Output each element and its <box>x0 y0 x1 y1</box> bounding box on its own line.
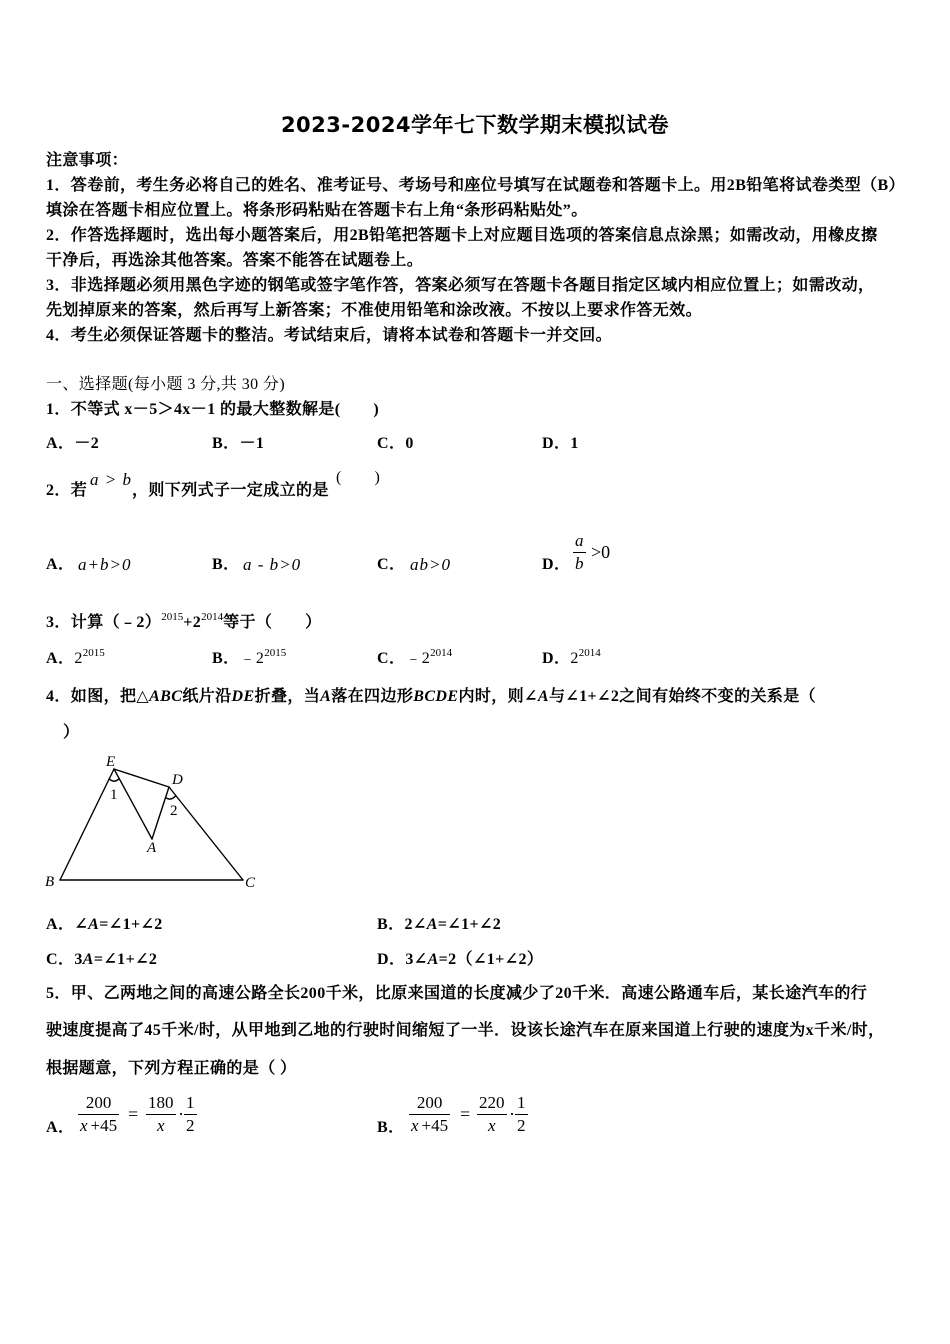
q4-stem-var: ABC <box>149 688 183 705</box>
q1-stem: 1．不等式 x－5＞4x－1 的最大整数解是( ) <box>46 401 380 418</box>
q5-option-b-rhs-fraction <box>477 1093 507 1136</box>
q4-triangle-figure <box>40 748 270 893</box>
fraction-numerator: a <box>575 531 584 550</box>
option-label: C． <box>377 650 406 667</box>
q2-stem-suffix: ，则下列式子一定成立的是 <box>132 482 329 499</box>
option-text: D．3∠ <box>377 951 428 968</box>
fraction-numerator: 200 <box>85 1093 112 1112</box>
fraction-bar <box>184 1114 197 1115</box>
section-heading: 一、选择题(每小题 3 分,共 30 分) <box>46 376 286 393</box>
q3-option-b <box>212 649 286 670</box>
q5-stem-line: 5．甲、乙两地之间的高速公路全长200千米，比原来国道的长度减少了20千米．高速公路通车后，某长途汽车的行 <box>46 985 868 1002</box>
point-label-b: B <box>45 874 55 890</box>
option-exponent: 2014 <box>430 647 453 659</box>
option-text: C．3 <box>46 951 83 968</box>
variable-x: x <box>80 1116 88 1135</box>
q4-stem-var: A <box>320 688 332 705</box>
fraction-numerator: 1 <box>186 1093 195 1112</box>
notice-line: 3．非选择题必须用黑色字迹的钢笔或签字笔作答，答案必须写在答题卡各题目指定区域内相应位置上；如需改动， <box>46 277 875 294</box>
fraction-bar <box>146 1114 176 1115</box>
q4-stem-var: DE <box>231 688 255 705</box>
q2-option-d-fraction <box>573 531 586 574</box>
option-var: A <box>82 951 94 968</box>
fraction-denominator: 2 <box>186 1116 195 1135</box>
q2-option-c-label: C． <box>377 556 406 573</box>
point-label-d: D <box>172 772 183 788</box>
q5-option-b-equals: = <box>460 1104 471 1124</box>
segment-dc <box>169 787 243 880</box>
q4-stem <box>46 687 912 707</box>
notice-line: 干净后，再选涂其他答案。答案不能答在试题卷上。 <box>46 252 424 269</box>
fraction-denominator: b <box>575 554 584 573</box>
q4-option-c <box>46 950 157 970</box>
q2-stem-prefix: 2．若 <box>46 482 88 499</box>
option-label: D． <box>542 650 571 667</box>
q2-option-a-label: A． <box>46 556 75 573</box>
denominator-constant: +45 <box>421 1116 449 1135</box>
option-text: A．∠ <box>46 916 89 933</box>
notice-line: 4．考生必须保证答题卡的整洁。考试结束后，请将本试卷和答题卡一并交回。 <box>46 327 613 344</box>
fraction-bar <box>515 1114 528 1115</box>
fraction-denominator: 2 <box>517 1116 526 1135</box>
notice-line: 1．答卷前，考生务必将自己的姓名、准考证号、考场号和座位号填写在试题卷和答题卡上。用2B铅笔将试卷类型（B） <box>46 177 905 194</box>
fraction-numerator: 1 <box>517 1093 526 1112</box>
q3-option-c <box>377 649 452 670</box>
q2-option-b-label: B． <box>212 556 240 573</box>
q1-option-a: A．－2 <box>46 435 100 452</box>
segment-be <box>60 769 114 880</box>
option-var: A <box>88 916 100 933</box>
option-exponent: 2014 <box>578 647 601 659</box>
q4-stem-text: 折叠，当 <box>254 688 321 705</box>
q5-option-a-rhs-fraction <box>146 1093 176 1136</box>
fraction-numerator: 200 <box>416 1093 443 1112</box>
q5-option-a-equals: = <box>128 1104 139 1124</box>
angle-label-1: 1 <box>110 787 118 803</box>
fraction-denominator <box>409 1116 450 1136</box>
q4-stem-text: 4．如图，把△ <box>46 688 150 705</box>
fraction-denominator: x <box>156 1116 165 1135</box>
option-text: =2（∠1+∠2） <box>438 951 544 968</box>
option-exponent: 2015 <box>82 647 105 659</box>
q5-option-a-lhs-fraction <box>78 1093 119 1136</box>
q5-option-a-label: A． <box>46 1119 75 1136</box>
q4-stem-text: 内时，则∠ <box>458 688 538 705</box>
option-base: 2 <box>570 650 579 667</box>
option-label: B． <box>212 650 240 667</box>
q2-option-a-expr: a+b>0 <box>78 555 132 574</box>
option-base: 2 <box>74 650 83 667</box>
q1-option-b: B．－1 <box>212 435 265 452</box>
q3-stem <box>46 613 322 634</box>
option-text: =∠1+∠2 <box>93 951 158 968</box>
fraction-bar <box>477 1114 507 1115</box>
q2-option-d-label: D． <box>542 556 571 573</box>
option-text: B．2∠ <box>377 916 427 933</box>
q4-option-a <box>46 915 163 935</box>
q4-stem-text: 落在四边形 <box>331 688 414 705</box>
option-text: =∠1+∠2 <box>99 916 163 933</box>
q4-stem-var: A <box>537 688 549 705</box>
q5-option-b-lhs-fraction <box>409 1093 450 1136</box>
q5-stem-line: 根据题意，下列方程正确的是（ ） <box>46 1060 297 1077</box>
option-label: A． <box>46 650 75 667</box>
option-text: =∠1+∠2 <box>437 916 502 933</box>
segment-ad <box>152 787 169 839</box>
q5-option-b-label: B． <box>377 1119 405 1136</box>
denominator-constant: +45 <box>90 1116 118 1135</box>
angle-2-arc <box>166 796 176 800</box>
option-base: ﹣2 <box>239 650 265 667</box>
notice-heading: 注意事项： <box>46 152 129 169</box>
q3-exponent: 2014 <box>201 611 224 623</box>
variable-x: x <box>411 1116 419 1135</box>
point-label-e: E <box>106 754 116 770</box>
q3-stem-text: 等于（ ） <box>223 614 322 631</box>
q4-stem-end: ） <box>63 724 80 741</box>
notice-line: 填涂在答题卡相应位置上。将条形码粘贴在答题卡右上角“条形码粘贴处”。 <box>46 202 588 219</box>
q2-option-c-expr: ab>0 <box>410 555 451 574</box>
option-base: ﹣2 <box>405 650 431 667</box>
q4-stem-var: BCDE <box>413 688 459 705</box>
q4-option-d <box>377 950 543 970</box>
q5-stem-line: 驶速度提高了45千米/时，从甲地到乙地的行驶时间缩短了一半．设该长途汽车在原来国道上行驶的速度为x千米/时， <box>46 1022 885 1039</box>
q4-stem-text: 纸片沿 <box>182 688 232 705</box>
q2-option-b-expr: a - b>0 <box>243 555 302 574</box>
angle-1-arc <box>109 779 119 781</box>
fraction-numerator: 180 <box>148 1093 174 1112</box>
point-label-c: C <box>245 875 256 891</box>
fraction-bar <box>573 552 586 553</box>
q2-condition: a > b <box>90 470 132 489</box>
q2-option-d-relation: >0 <box>591 542 611 562</box>
q3-option-a <box>46 649 105 670</box>
q2-answer-paren: ( ) <box>336 469 381 486</box>
q4-stem-text: 与∠1+∠2之间有始终不变的关系是（ <box>548 688 817 705</box>
fraction-bar <box>78 1114 119 1115</box>
q3-option-d <box>542 649 601 670</box>
option-var: A <box>426 916 438 933</box>
notice-line: 2．作答选择题时，选出每小题答案后，用2B铅笔把答题卡上对应题目选项的答案信息点涂黑；如需改动，用橡皮擦 <box>46 227 878 244</box>
q3-stem-text: +2 <box>183 614 202 631</box>
q3-stem-text: 3．计算（﹣2） <box>46 614 162 631</box>
q1-option-c: C．0 <box>377 435 414 452</box>
option-var: A <box>427 951 439 968</box>
q5-option-b-multiply-dot: · <box>509 1104 515 1124</box>
fraction-bar <box>409 1114 450 1115</box>
notice-line: 先划掉原来的答案，然后再写上新答案；不准使用铅笔和涂改液。不按以上要求作答无效。 <box>46 302 703 319</box>
angle-label-2: 2 <box>170 803 178 819</box>
q5-option-b-half-fraction <box>515 1093 528 1136</box>
fraction-denominator: x <box>487 1116 496 1135</box>
fraction-denominator <box>78 1116 119 1136</box>
q4-option-b <box>377 915 501 935</box>
fraction-numerator: 220 <box>479 1093 505 1112</box>
q5-option-a-multiply-dot: · <box>178 1104 184 1124</box>
q5-option-a-half-fraction <box>184 1093 197 1136</box>
q1-option-d: D．1 <box>542 435 579 452</box>
q3-exponent: 2015 <box>161 611 184 623</box>
point-label-a: A <box>147 840 157 856</box>
option-exponent: 2015 <box>264 647 287 659</box>
exam-title: 2023-2024学年七下数学期末模拟试卷 <box>280 113 670 137</box>
